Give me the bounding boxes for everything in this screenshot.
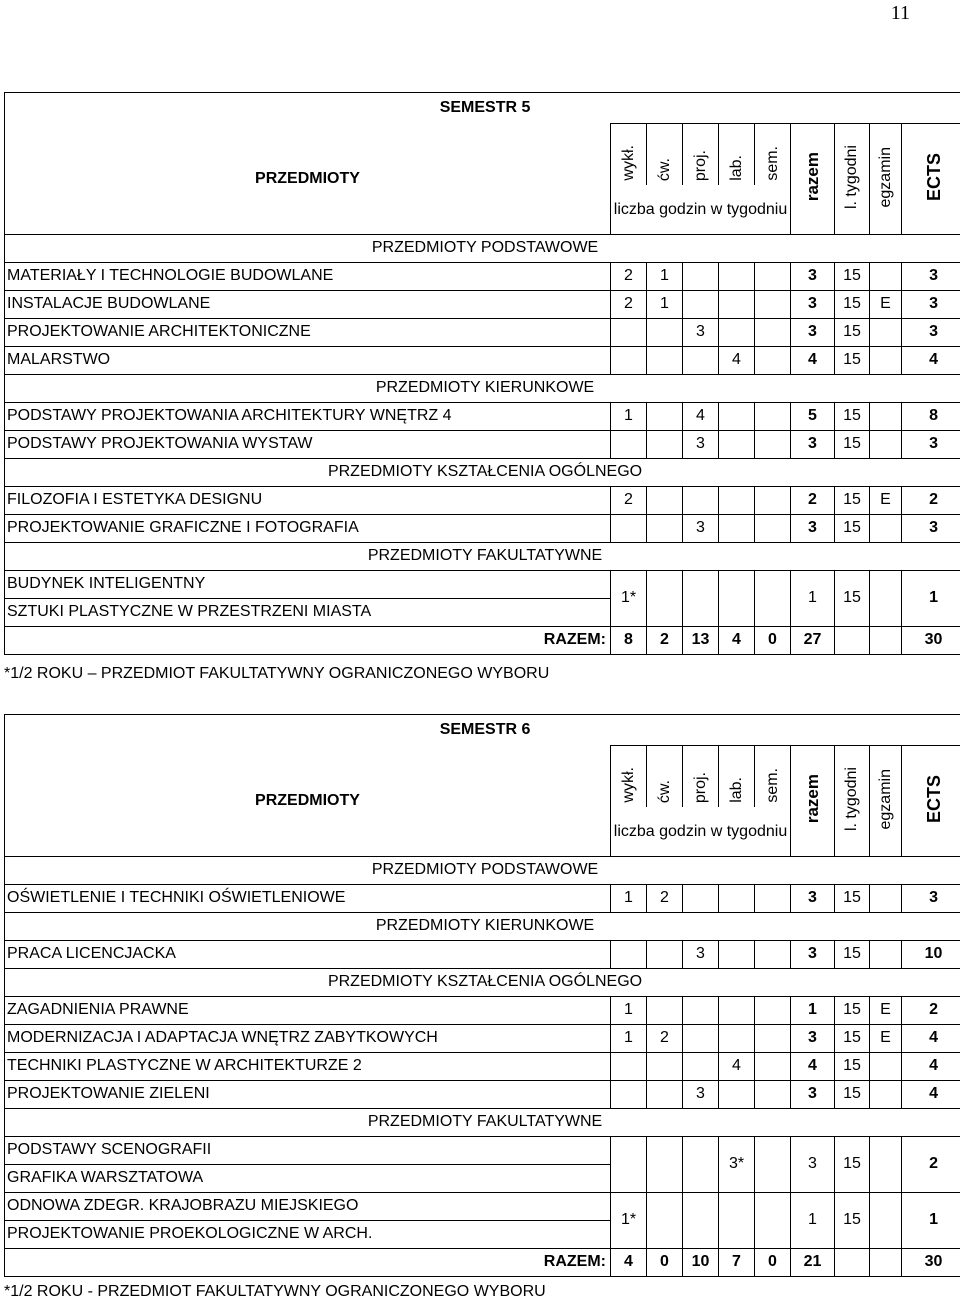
cell-sem — [755, 262, 791, 290]
cell-proj — [683, 290, 719, 318]
razem-cw: 0 — [647, 1248, 683, 1276]
fak-cell-w: 1* — [611, 1192, 647, 1248]
section-fakultatywne: PRZEDMIOTY FAKULTATYWNE — [5, 542, 960, 570]
section-ogolne: PRZEDMIOTY KSZTAŁCENIA OGÓLNEGO — [5, 968, 960, 996]
cell-sem — [755, 1080, 791, 1108]
razem-label: RAZEM: — [5, 1248, 611, 1276]
table-row — [5, 1024, 960, 1052]
section-podstawowe: PRZEDMIOTY PODSTAWOWE — [5, 856, 960, 884]
cell-razem: 3 — [791, 884, 835, 912]
cell-razem: 4 — [791, 346, 835, 374]
header-liczba-godzin: liczba godzin w tygodniu — [611, 807, 791, 856]
section-ogolne: PRZEDMIOTY KSZTAŁCENIA OGÓLNEGO — [5, 458, 960, 486]
razem-sem: 0 — [755, 626, 791, 654]
cell-razem: 2 — [791, 486, 835, 514]
cell-sem — [755, 290, 791, 318]
table-row — [5, 318, 960, 346]
header-przedmioty: PRZEDMIOTY — [5, 124, 611, 235]
cell-lab — [719, 1080, 755, 1108]
fak-cell-tygodni: 15 — [835, 1136, 870, 1192]
cell-sem — [755, 318, 791, 346]
footnote: *1/2 ROKU - PRZEDMIOT FAKULTATYWNY OGRANICZONEGO WYBORU — [4, 1283, 959, 1301]
razem-razem: 27 — [791, 626, 835, 654]
cell-tygodni: 15 — [835, 940, 870, 968]
cell-wykl: 1 — [611, 884, 647, 912]
semester-title: SEMESTR 6 — [5, 715, 960, 746]
fak-cell-p — [683, 1136, 719, 1192]
table-row — [5, 996, 960, 1024]
cell-lab — [719, 430, 755, 458]
cell-ects: 2 — [902, 486, 960, 514]
table-row — [5, 290, 960, 318]
cell-wykl — [611, 1052, 647, 1080]
cell-sem — [755, 402, 791, 430]
cell-wykl — [611, 514, 647, 542]
cell-proj: 3 — [683, 318, 719, 346]
cell-wykl — [611, 318, 647, 346]
cell-wykl — [611, 430, 647, 458]
cell-cw — [647, 318, 683, 346]
cell-tygodni: 15 — [835, 1080, 870, 1108]
cell-egzamin — [870, 1052, 902, 1080]
semester-title-row — [5, 715, 960, 746]
semester-5-table — [4, 92, 960, 655]
header-tygodni: l. tygodni — [844, 767, 860, 831]
subject-name: MODERNIZACJA I ADAPTACJA WNĘTRZ ZABYTKOWYCH — [5, 1024, 611, 1052]
cell-lab — [719, 486, 755, 514]
header-col-2: proj. — [693, 772, 709, 803]
cell-sem — [755, 346, 791, 374]
header-razem: razem — [804, 774, 821, 823]
header-egzamin: egzamin — [878, 769, 894, 829]
cell-ects: 4 — [902, 1024, 960, 1052]
fak-cell-razem: 1 — [791, 1192, 835, 1248]
cell-proj — [683, 884, 719, 912]
header-row — [5, 746, 960, 807]
section-kierunkowe: PRZEDMIOTY KIERUNKOWE — [5, 912, 960, 940]
header-col-3: lab. — [729, 155, 745, 181]
razem-proj: 10 — [683, 1248, 719, 1276]
cell-proj: 3 — [683, 1080, 719, 1108]
cell-tygodni: 15 — [835, 402, 870, 430]
subject-name: PROJEKTOWANIE GRAFICZNE I FOTOGRAFIA — [5, 514, 611, 542]
subject-name: MALARSTWO — [5, 346, 611, 374]
cell-lab — [719, 1024, 755, 1052]
cell-tygodni: 15 — [835, 884, 870, 912]
table-row — [5, 1136, 960, 1164]
razem-proj: 13 — [683, 626, 719, 654]
cell-cw: 1 — [647, 262, 683, 290]
subject-name: PRACA LICENCJACKA — [5, 940, 611, 968]
cell-sem — [755, 514, 791, 542]
cell-lab — [719, 262, 755, 290]
razem-wykl: 4 — [611, 1248, 647, 1276]
cell-egzamin — [870, 430, 902, 458]
cell-lab — [719, 402, 755, 430]
fak-cell-c — [647, 570, 683, 626]
cell-sem — [755, 940, 791, 968]
fak-cell-c — [647, 1136, 683, 1192]
razem-cw: 2 — [647, 626, 683, 654]
cell-egzamin — [870, 318, 902, 346]
cell-sem — [755, 884, 791, 912]
cell-lab — [719, 318, 755, 346]
cell-sem — [755, 1052, 791, 1080]
cell-ects: 10 — [902, 940, 960, 968]
subject-name: INSTALACJE BUDOWLANE — [5, 290, 611, 318]
cell-cw — [647, 430, 683, 458]
fak-cell-l — [719, 570, 755, 626]
semester-title: SEMESTR 5 — [5, 93, 960, 124]
fak-cell-w: 1* — [611, 570, 647, 626]
section-podstawowe: PRZEDMIOTY PODSTAWOWE — [5, 234, 960, 262]
cell-ects: 3 — [902, 318, 960, 346]
subject-name: MATERIAŁY I TECHNOLOGIE BUDOWLANE — [5, 262, 611, 290]
cell-ects: 3 — [902, 262, 960, 290]
cell-proj — [683, 996, 719, 1024]
cell-sem — [755, 1024, 791, 1052]
cell-egzamin — [870, 1080, 902, 1108]
header-col-1: ćw. — [657, 780, 673, 803]
semester-5-table-block — [4, 92, 959, 683]
cell-lab: 4 — [719, 346, 755, 374]
fak-cell-razem: 3 — [791, 1136, 835, 1192]
cell-proj — [683, 1052, 719, 1080]
header-col-2: proj. — [693, 150, 709, 181]
cell-lab — [719, 996, 755, 1024]
cell-razem: 3 — [791, 290, 835, 318]
semester-6-table-block — [4, 714, 959, 1301]
cell-egzamin — [870, 262, 902, 290]
subject-name: PODSTAWY PROJEKTOWANIA ARCHITEKTURY WNĘTRZ 4 — [5, 402, 611, 430]
subject-name: TECHNIKI PLASTYCZNE W ARCHITEKTURZE 2 — [5, 1052, 611, 1080]
cell-ects: 3 — [902, 430, 960, 458]
razem-ects: 30 — [902, 626, 960, 654]
cell-proj: 4 — [683, 402, 719, 430]
cell-wykl — [611, 940, 647, 968]
cell-egzamin — [870, 402, 902, 430]
subject-name: OŚWIETLENIE I TECHNIKI OŚWIETLENIOWE — [5, 884, 611, 912]
header-ects: ECTS — [925, 775, 943, 823]
cell-lab — [719, 290, 755, 318]
cell-egzamin — [870, 514, 902, 542]
fak-cell-p — [683, 570, 719, 626]
cell-lab: 4 — [719, 1052, 755, 1080]
cell-tygodni: 15 — [835, 430, 870, 458]
footnote: *1/2 ROKU – PRZEDMIOT FAKULTATYWNY OGRANICZONEGO WYBORU — [4, 665, 959, 683]
table-row — [5, 570, 960, 598]
table-row — [5, 884, 960, 912]
semester-title-row — [5, 93, 960, 124]
razem-sem: 0 — [755, 1248, 791, 1276]
cell-wykl — [611, 346, 647, 374]
cell-tygodni: 15 — [835, 1024, 870, 1052]
cell-cw — [647, 402, 683, 430]
cell-razem: 3 — [791, 262, 835, 290]
cell-razem: 5 — [791, 402, 835, 430]
header-col-4: sem. — [765, 768, 781, 803]
razem-lab: 7 — [719, 1248, 755, 1276]
fak-cell-tygodni: 15 — [835, 1192, 870, 1248]
cell-egzamin: E — [870, 486, 902, 514]
cell-ects: 8 — [902, 402, 960, 430]
fak-cell-l: 3* — [719, 1136, 755, 1192]
cell-ects: 2 — [902, 996, 960, 1024]
fak-cell-ects: 1 — [902, 1192, 960, 1248]
razem-ects: 30 — [902, 1248, 960, 1276]
razem-razem: 21 — [791, 1248, 835, 1276]
cell-razem: 3 — [791, 940, 835, 968]
cell-egzamin: E — [870, 996, 902, 1024]
cell-tygodni: 15 — [835, 262, 870, 290]
header-col-0: wykł. — [621, 145, 637, 181]
cell-cw: 2 — [647, 1024, 683, 1052]
cell-wykl: 1 — [611, 1024, 647, 1052]
subject-name: ODNOWA ZDEGR. KRAJOBRAZU MIEJSKIEGO — [5, 1192, 611, 1220]
cell-cw — [647, 514, 683, 542]
section-kierunkowe: PRZEDMIOTY KIERUNKOWE — [5, 374, 960, 402]
cell-razem: 3 — [791, 1024, 835, 1052]
cell-ects: 3 — [902, 290, 960, 318]
cell-egzamin — [870, 346, 902, 374]
cell-cw: 2 — [647, 884, 683, 912]
cell-egzamin: E — [870, 1024, 902, 1052]
section-fakultatywne: PRZEDMIOTY FAKULTATYWNE — [5, 1108, 960, 1136]
subject-name: SZTUKI PLASTYCZNE W PRZESTRZENI MIASTA — [5, 598, 611, 626]
cell-wykl: 1 — [611, 996, 647, 1024]
cell-cw — [647, 1080, 683, 1108]
fak-cell-l — [719, 1192, 755, 1248]
cell-razem: 3 — [791, 318, 835, 346]
cell-cw — [647, 996, 683, 1024]
cell-sem — [755, 430, 791, 458]
fak-cell-ects: 1 — [902, 570, 960, 626]
subject-name: PROJEKTOWANIE PROEKOLOGICZNE W ARCH. — [5, 1220, 611, 1248]
header-razem: razem — [804, 152, 821, 201]
cell-wykl — [611, 1080, 647, 1108]
table-row — [5, 486, 960, 514]
cell-lab — [719, 940, 755, 968]
cell-ects: 4 — [902, 1052, 960, 1080]
cell-razem: 1 — [791, 996, 835, 1024]
cell-wykl: 2 — [611, 290, 647, 318]
fak-cell-w — [611, 1136, 647, 1192]
table-row — [5, 1080, 960, 1108]
semester-6-table — [4, 714, 960, 1277]
cell-proj — [683, 262, 719, 290]
subject-name: BUDYNEK INTELIGENTNY — [5, 570, 611, 598]
cell-lab — [719, 884, 755, 912]
cell-cw — [647, 940, 683, 968]
header-col-3: lab. — [729, 777, 745, 803]
fak-cell-egzamin — [870, 570, 902, 626]
razem-wykl: 8 — [611, 626, 647, 654]
header-ects: ECTS — [925, 153, 943, 201]
cell-tygodni: 15 — [835, 346, 870, 374]
cell-egzamin: E — [870, 290, 902, 318]
header-egzamin: egzamin — [878, 147, 894, 207]
table-row — [5, 1192, 960, 1220]
cell-razem: 3 — [791, 1080, 835, 1108]
header-col-0: wykł. — [621, 767, 637, 803]
cell-ects: 4 — [902, 1080, 960, 1108]
cell-proj — [683, 346, 719, 374]
cell-wykl: 2 — [611, 262, 647, 290]
fak-cell-ects: 2 — [902, 1136, 960, 1192]
cell-cw: 1 — [647, 290, 683, 318]
table-row — [5, 1052, 960, 1080]
header-przedmioty: PRZEDMIOTY — [5, 746, 611, 857]
cell-razem: 3 — [791, 430, 835, 458]
table-row — [5, 346, 960, 374]
cell-proj: 3 — [683, 430, 719, 458]
cell-cw — [647, 486, 683, 514]
cell-sem — [755, 486, 791, 514]
subject-name: ZAGADNIENIA PRAWNE — [5, 996, 611, 1024]
razem-row — [5, 626, 960, 654]
table-row — [5, 514, 960, 542]
header-col-4: sem. — [765, 146, 781, 181]
cell-egzamin — [870, 884, 902, 912]
cell-proj — [683, 1024, 719, 1052]
header-col-1: ćw. — [657, 158, 673, 181]
table-row — [5, 262, 960, 290]
fak-cell-s — [755, 570, 791, 626]
header-tygodni: l. tygodni — [844, 145, 860, 209]
page-number: 11 — [891, 2, 910, 25]
cell-proj — [683, 486, 719, 514]
cell-tygodni: 15 — [835, 486, 870, 514]
fak-cell-c — [647, 1192, 683, 1248]
fak-cell-egzamin — [870, 1192, 902, 1248]
cell-tygodni: 15 — [835, 290, 870, 318]
subject-name: PODSTAWY PROJEKTOWANIA WYSTAW — [5, 430, 611, 458]
cell-tygodni: 15 — [835, 1052, 870, 1080]
table-row — [5, 430, 960, 458]
cell-ects: 3 — [902, 884, 960, 912]
fak-cell-razem: 1 — [791, 570, 835, 626]
cell-razem: 3 — [791, 514, 835, 542]
razem-lab: 4 — [719, 626, 755, 654]
razem-row — [5, 1248, 960, 1276]
fak-cell-s — [755, 1192, 791, 1248]
cell-ects: 4 — [902, 346, 960, 374]
header-liczba-godzin: liczba godzin w tygodniu — [611, 185, 791, 234]
header-row — [5, 124, 960, 185]
cell-tygodni: 15 — [835, 318, 870, 346]
subject-name: PROJEKTOWANIE ARCHITEKTONICZNE — [5, 318, 611, 346]
cell-egzamin — [870, 940, 902, 968]
cell-cw — [647, 1052, 683, 1080]
subject-name: GRAFIKA WARSZTATOWA — [5, 1164, 611, 1192]
subject-name: FILOZOFIA I ESTETYKA DESIGNU — [5, 486, 611, 514]
fak-cell-s — [755, 1136, 791, 1192]
fak-cell-tygodni: 15 — [835, 570, 870, 626]
cell-proj: 3 — [683, 514, 719, 542]
subject-name: PODSTAWY SCENOGRAFII — [5, 1136, 611, 1164]
cell-proj: 3 — [683, 940, 719, 968]
table-row — [5, 940, 960, 968]
cell-ects: 3 — [902, 514, 960, 542]
cell-razem: 4 — [791, 1052, 835, 1080]
fak-cell-p — [683, 1192, 719, 1248]
cell-cw — [647, 346, 683, 374]
razem-label: RAZEM: — [5, 626, 611, 654]
cell-sem — [755, 996, 791, 1024]
cell-wykl: 2 — [611, 486, 647, 514]
subject-name: PROJEKTOWANIE ZIELENI — [5, 1080, 611, 1108]
cell-lab — [719, 514, 755, 542]
cell-tygodni: 15 — [835, 996, 870, 1024]
table-row — [5, 402, 960, 430]
fak-cell-egzamin — [870, 1136, 902, 1192]
cell-tygodni: 15 — [835, 514, 870, 542]
cell-wykl: 1 — [611, 402, 647, 430]
